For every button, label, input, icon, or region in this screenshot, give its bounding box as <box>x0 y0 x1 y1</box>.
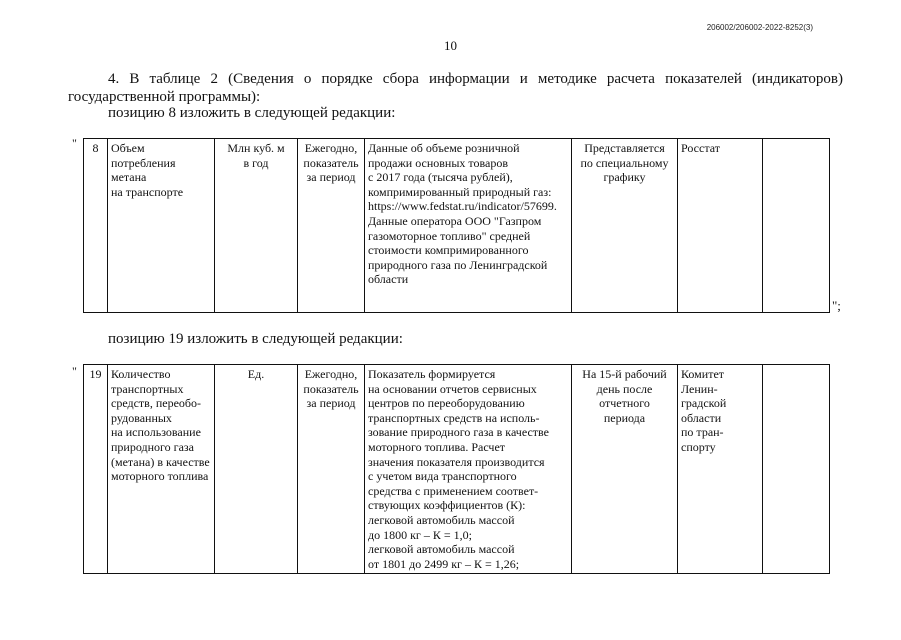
table2-open-quote: " <box>72 364 77 378</box>
cell-line: по тран- <box>681 425 724 440</box>
cell-line: https://www.fedstat.ru/indicator/57699. <box>368 199 557 214</box>
cell-line: Росстат <box>681 141 720 155</box>
cell-line: газомоторное топливо" средней <box>368 228 531 243</box>
cell-line: показатель <box>303 155 359 170</box>
cell-line: области <box>368 272 409 287</box>
document-number: 206002/206002-2022-8252(3) <box>706 23 813 32</box>
table-position-19 <box>83 364 830 574</box>
cell-line: рудованных <box>111 410 172 425</box>
cell-line: стоимости компримированного <box>368 243 529 258</box>
paragraph-position-8: позицию 8 изложить в следующей редакции: <box>108 105 396 121</box>
cell-line: в год <box>243 155 269 170</box>
cell-line: легковой автомобиль массой <box>368 512 515 527</box>
cell-number: 8 <box>84 139 108 313</box>
cell-line: компримированный природный газ: <box>368 184 552 199</box>
cell-line: за период <box>306 170 356 185</box>
cell-line: графику <box>603 170 646 185</box>
paragraph-table-2-change: 4. В таблице 2 (Сведения о порядке сбора информации и методике расчета показателей (индикаторов) государственной программы): <box>68 71 843 105</box>
cell-line: Количество <box>111 367 171 381</box>
cell-line: области <box>681 410 722 425</box>
cell-source <box>678 139 763 313</box>
cell-source <box>678 365 763 574</box>
cell-line: средства с применением соответ- <box>368 483 539 498</box>
cell-unit <box>215 139 298 313</box>
table-row <box>84 139 830 313</box>
cell-line: спорту <box>681 439 716 454</box>
cell-line: Данные об объеме розничной <box>368 141 520 155</box>
cell-line: отчетного <box>599 396 650 411</box>
cell-line: потребления <box>111 155 176 170</box>
cell-line: за период <box>306 396 356 411</box>
cell-line: по специальному <box>580 155 669 170</box>
cell-line: на транспорте <box>111 184 184 199</box>
cell-line: моторного топлива. Расчет <box>368 439 506 454</box>
cell-line: транспортных средств на исполь- <box>368 410 540 425</box>
cell-number: 19 <box>84 365 108 574</box>
cell-line: Млн куб. м <box>227 141 285 155</box>
cell-line: с 2017 года (тысяча рублей), <box>368 170 513 185</box>
cell-method <box>365 139 572 313</box>
cell-line: продажи основных товаров <box>368 155 509 170</box>
table1-open-quote: " <box>72 136 77 150</box>
cell-line: метана <box>111 170 147 185</box>
cell-line: Ежегодно, <box>304 367 358 381</box>
cell-indicator-name <box>108 139 215 313</box>
cell-line: моторного топлива <box>111 469 209 484</box>
table1-close-quote: "; <box>832 298 841 313</box>
cell-line: средств, переобо- <box>111 396 202 411</box>
cell-line: от 1801 до 2499 кг – К = 1,26; <box>368 556 520 571</box>
cell-extra <box>763 139 830 313</box>
cell-line: Ленин- <box>681 381 718 396</box>
cell-line: Данные оператора ООО "Газпром <box>368 213 542 228</box>
cell-line: Объем <box>111 141 145 155</box>
cell-frequency <box>298 139 365 313</box>
cell-line: с учетом вида транспортного <box>368 469 517 484</box>
cell-unit <box>215 365 298 574</box>
cell-line: На 15-й рабочий <box>582 367 667 381</box>
cell-line: Показатель формируется <box>368 367 496 381</box>
cell-line: (метана) в качестве <box>111 454 210 469</box>
page-number: 10 <box>444 38 457 53</box>
cell-timing <box>572 365 678 574</box>
cell-line: Ед. <box>247 367 265 381</box>
cell-line: показатель <box>303 381 359 396</box>
cell-line: Ежегодно, <box>304 141 358 155</box>
cell-indicator-name <box>108 365 215 574</box>
cell-timing <box>572 139 678 313</box>
cell-line: ствующих коэффициентов (К): <box>368 498 526 513</box>
cell-line: периода <box>603 410 646 425</box>
cell-method <box>365 365 572 574</box>
paragraph-position-19: позицию 19 изложить в следующей редакции: <box>108 331 403 347</box>
cell-frequency <box>298 365 365 574</box>
cell-line: Представляется <box>584 141 665 155</box>
cell-line: Комитет <box>681 367 725 381</box>
cell-line: до 1800 кг – К = 1,0; <box>368 527 472 542</box>
cell-line: на основании отчетов сервисных <box>368 381 537 396</box>
cell-line: природного газа по Ленинградской <box>368 257 548 272</box>
cell-line: значения показателя производится <box>368 454 545 469</box>
cell-line: на использование <box>111 425 201 440</box>
cell-line: градской <box>681 396 727 411</box>
table-row <box>84 365 830 574</box>
cell-line: природного газа <box>111 439 194 454</box>
table-position-8 <box>83 138 830 313</box>
cell-line: день после <box>596 381 653 396</box>
cell-line: зование природного газа в качестве <box>368 425 549 440</box>
cell-extra <box>763 365 830 574</box>
cell-line: транспортных <box>111 381 184 396</box>
cell-line: легковой автомобиль массой <box>368 542 515 557</box>
cell-line: центров по переоборудованию <box>368 396 525 411</box>
